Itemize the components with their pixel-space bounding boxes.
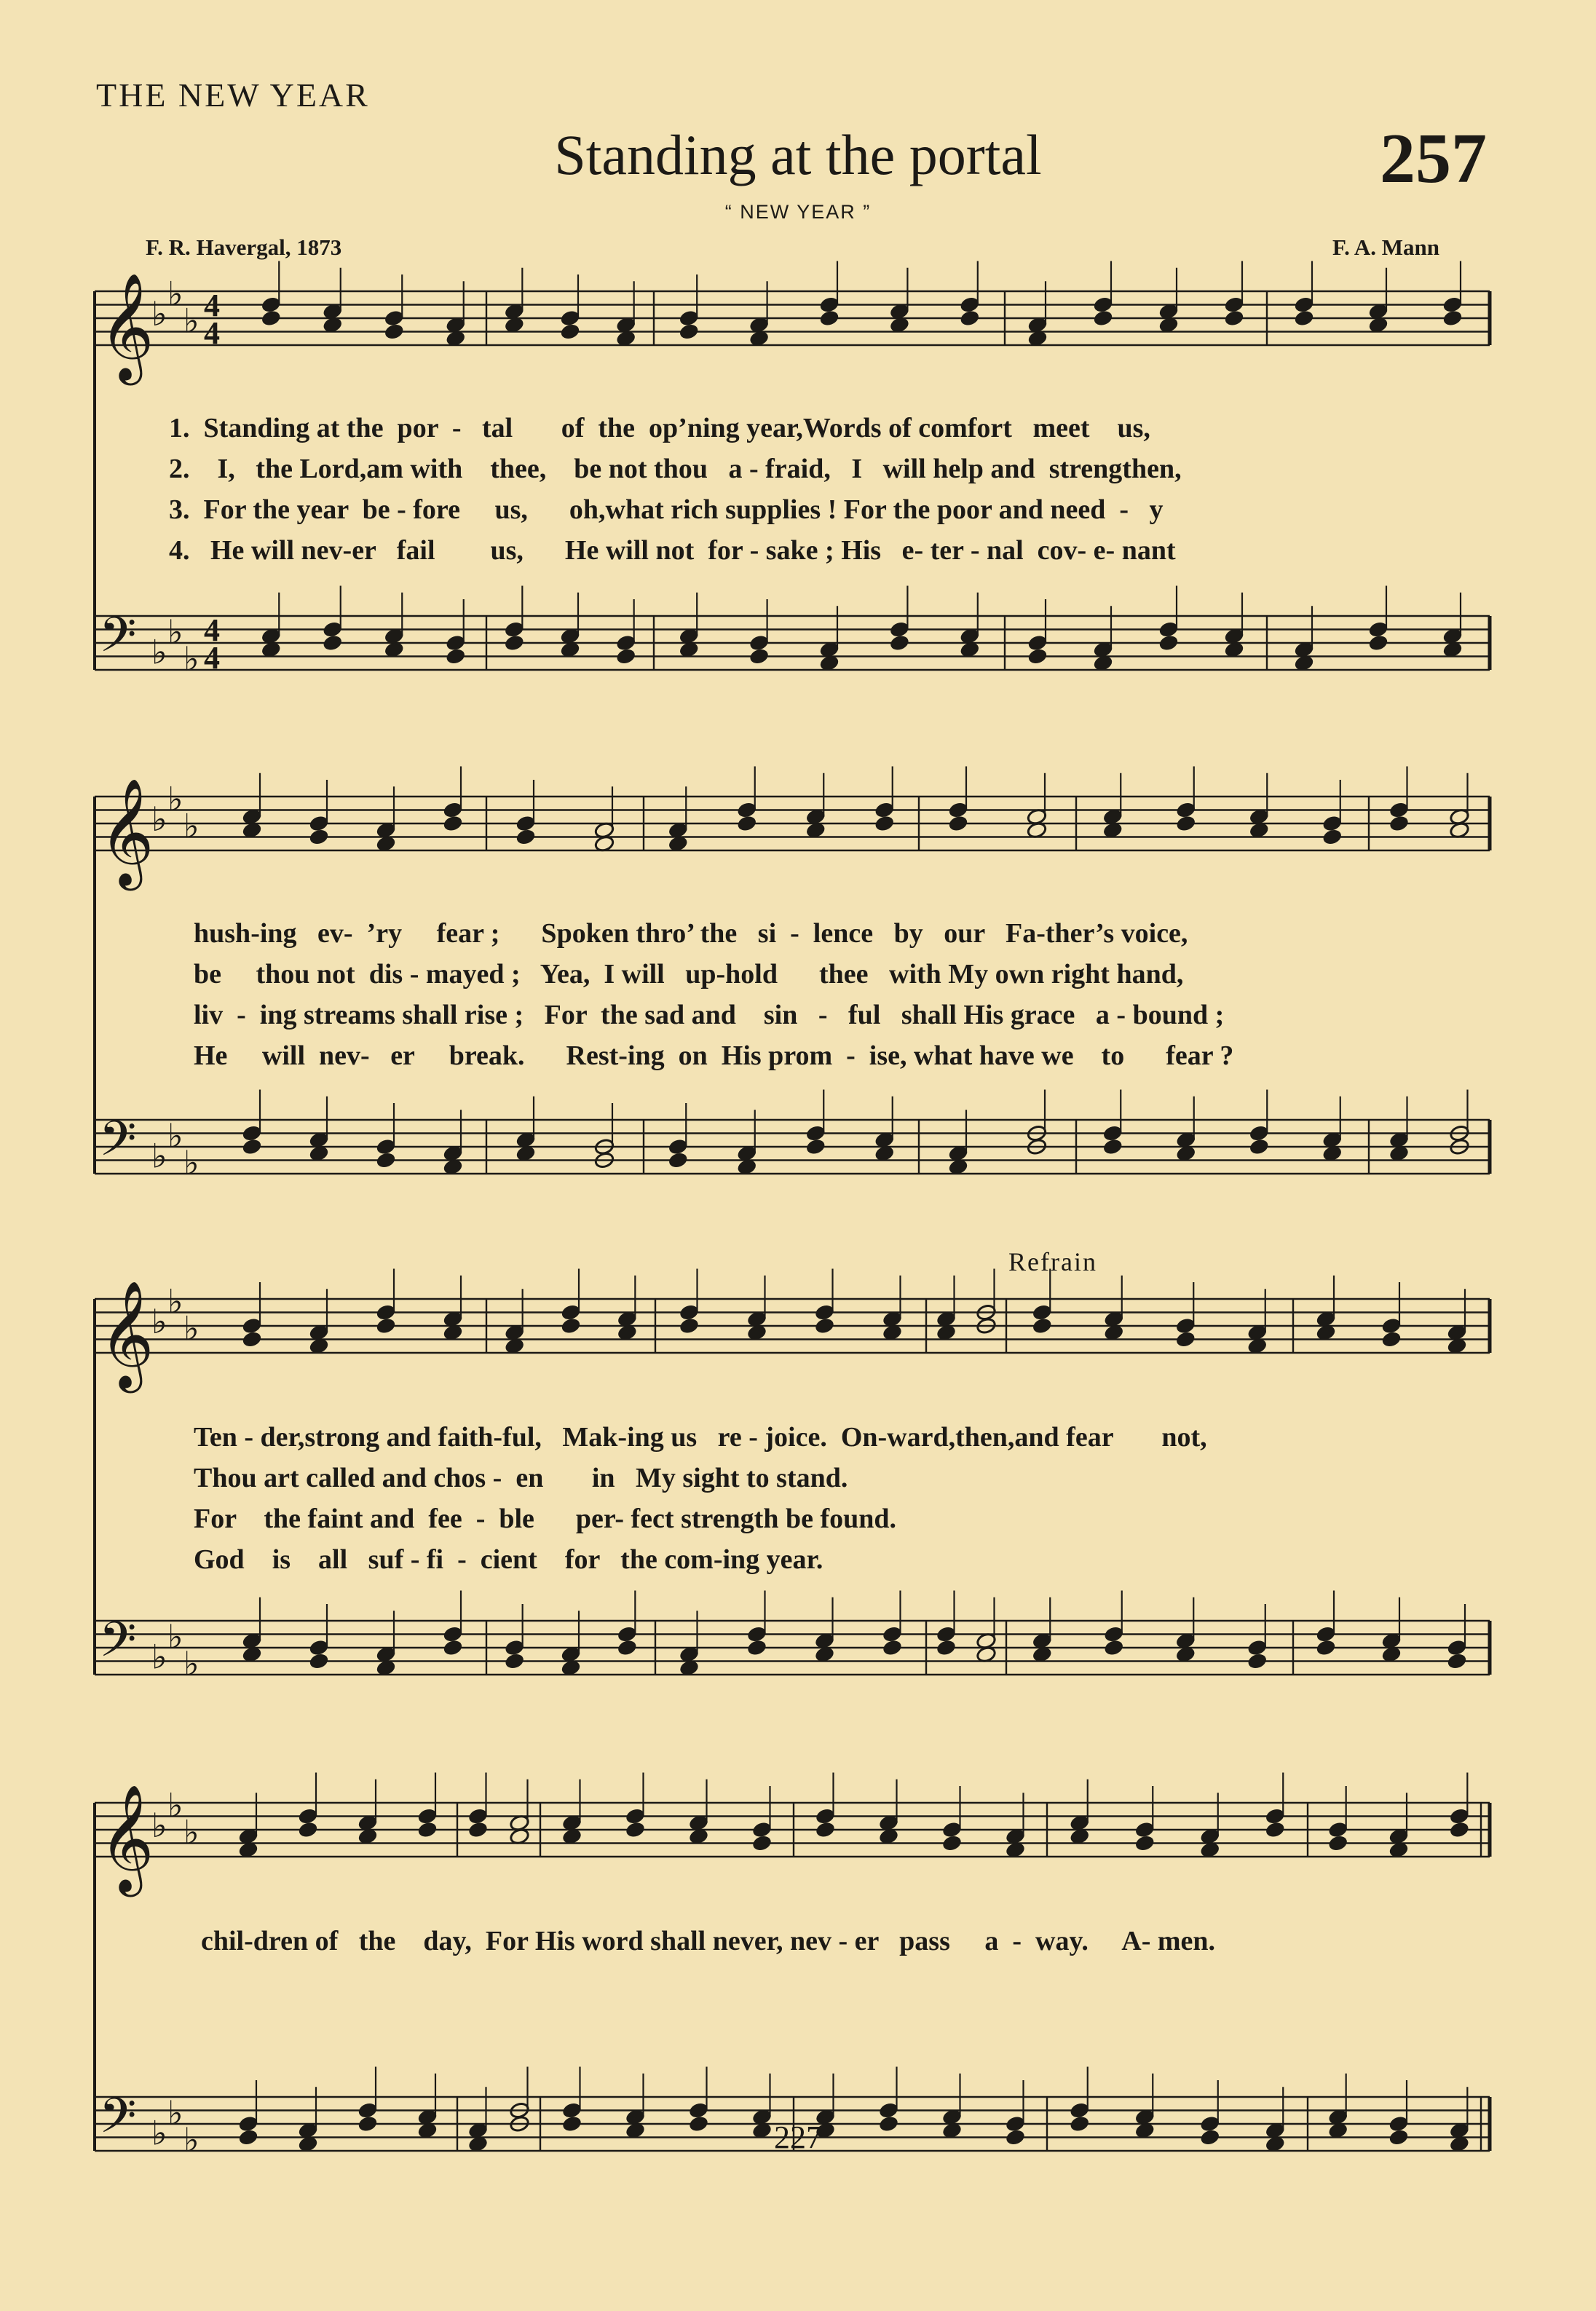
quarter-note	[1176, 815, 1196, 832]
treble-clef-icon: 𝄞	[99, 272, 154, 381]
flat-icon: ♭	[183, 639, 200, 679]
lyric-line: God is all suf - fi - cient for the com-ing year.	[194, 1544, 823, 1575]
composer-credit: F. A. Mann	[1332, 234, 1439, 260]
flat-icon: ♭	[183, 1812, 200, 1852]
bass-clef-icon: 𝄢	[99, 1110, 137, 1179]
quarter-note	[679, 323, 699, 340]
quarter-note	[948, 815, 968, 832]
flat-icon: ♭	[151, 632, 167, 672]
lyric-line: chil-dren of the day, For His word shall never, nev - er pass a - way. A- men.	[201, 1926, 1216, 1956]
quarter-note	[882, 1639, 902, 1656]
flat-icon: ♭	[183, 806, 200, 846]
time-signature: 4	[204, 288, 220, 324]
flat-icon: ♭	[167, 1785, 183, 1825]
quarter-note	[679, 1317, 699, 1335]
quarter-note	[1175, 1330, 1196, 1348]
flat-icon: ♭	[151, 1136, 167, 1176]
flat-icon: ♭	[151, 799, 167, 839]
flat-icon: ♭	[151, 1302, 167, 1341]
lyric-line: 3. For the year be - fore us, oh,what rich supplies ! For the poor and need - y	[169, 494, 1164, 525]
time-signature: 4	[204, 315, 220, 352]
lyric-line: 4. He will nev-er fail us, He will not for - sake ; His e- ter - nal cov- e- nant	[169, 535, 1176, 566]
lyric-line: Thou art called and chos - en in My sight to stand.	[194, 1463, 848, 1493]
lyric-line: hush-ing ev- ’ry fear ; Spoken thro’ the si - lence by our Fa-ther’s voice,	[194, 918, 1188, 949]
quarter-note	[1265, 1821, 1285, 1838]
flat-icon: ♭	[151, 1806, 167, 1845]
quarter-note	[298, 1821, 318, 1838]
quarter-note	[819, 309, 840, 327]
page-number: 227	[774, 2120, 822, 2155]
time-signature: 4	[204, 612, 220, 649]
quarter-note	[748, 647, 769, 665]
quarter-note	[446, 647, 466, 665]
quarter-note	[560, 323, 580, 340]
quarter-note	[737, 815, 757, 832]
quarter-note	[242, 1138, 262, 1156]
flat-icon: ♭	[167, 612, 183, 652]
quarter-note	[874, 815, 895, 832]
quarter-note	[561, 1317, 581, 1335]
bass-clef-icon: 𝄢	[99, 1611, 137, 1680]
section-heading: THE NEW YEAR	[96, 76, 370, 114]
quarter-note	[805, 1138, 826, 1156]
quarter-note	[515, 828, 536, 845]
quarter-note	[1224, 309, 1244, 327]
hymn-title: Standing at the portal	[554, 123, 1042, 186]
quarter-note	[242, 1330, 262, 1348]
flat-icon: ♭	[167, 1616, 183, 1656]
quarter-note	[1158, 634, 1179, 652]
quarter-note	[1249, 1138, 1269, 1156]
lyric-line: liv - ing streams shall rise ; For the sad and sin - ful shall His grace a - bound ;	[194, 1000, 1225, 1030]
quarter-note	[384, 323, 404, 340]
quarter-note	[625, 1821, 645, 1838]
quarter-note	[936, 1639, 956, 1656]
quarter-note	[309, 1652, 329, 1670]
flat-icon: ♭	[151, 294, 167, 333]
lyric-line: He will nev- er break. Rest-ing on His prom - ise, what have we to fear ?	[194, 1040, 1234, 1071]
flat-icon: ♭	[167, 1115, 183, 1156]
flat-icon: ♭	[183, 301, 200, 341]
quarter-note	[1447, 1652, 1467, 1670]
quarter-note	[1104, 1639, 1124, 1656]
refrain-label: Refrain	[1008, 1247, 1097, 1276]
quarter-note	[309, 828, 329, 845]
quarter-note	[1134, 1834, 1155, 1852]
quarter-note	[889, 634, 909, 652]
flat-icon: ♭	[183, 2120, 200, 2160]
quarter-note	[261, 309, 281, 327]
flat-icon: ♭	[167, 1281, 183, 1322]
quarter-note	[467, 1821, 488, 1838]
flat-icon: ♭	[151, 1637, 167, 1677]
quarter-note	[323, 634, 343, 652]
lyric-line: 2. I, the Lord,am with thee, be not thou a - fraid, I will help and strengthen,	[169, 454, 1182, 484]
quarter-note	[751, 1834, 772, 1852]
quarter-note	[376, 1317, 396, 1335]
flat-icon: ♭	[167, 779, 183, 819]
quarter-note	[1388, 815, 1409, 832]
quarter-note	[814, 1317, 834, 1335]
flat-icon: ♭	[151, 2113, 167, 2153]
quarter-note	[1327, 1834, 1348, 1852]
quarter-note	[1442, 309, 1463, 327]
quarter-note	[1102, 1138, 1123, 1156]
treble-clef-icon: 𝄞	[99, 778, 154, 886]
flat-icon: ♭	[183, 1643, 200, 1683]
bass-clef-icon: 𝄢	[99, 2087, 137, 2156]
quarter-note	[1294, 309, 1314, 327]
flat-icon: ♭	[183, 1308, 200, 1348]
quarter-note	[1093, 309, 1113, 327]
quarter-note	[746, 1639, 767, 1656]
flat-icon: ♭	[167, 274, 183, 314]
quarter-note	[1027, 647, 1048, 665]
quarter-note	[615, 647, 636, 665]
tune-name: “ NEW YEAR ”	[724, 201, 872, 223]
flat-icon: ♭	[183, 1142, 200, 1182]
flat-icon: ♭	[167, 2093, 183, 2133]
quarter-note	[668, 1151, 688, 1169]
treble-clef-icon: 𝄞	[99, 1280, 154, 1388]
lyric-line: 1. Standing at the por - tal of the op’ning year,Words of comfort meet us,	[169, 413, 1150, 443]
quarter-note	[504, 1652, 524, 1670]
quarter-note	[504, 634, 524, 652]
time-signature: 4	[204, 640, 220, 676]
quarter-note	[1368, 634, 1388, 652]
quarter-note	[815, 1821, 835, 1838]
lyric-line: be thou not dis - mayed ; Yea, I will up-hold thee with My own right hand,	[194, 959, 1184, 989]
quarter-note	[376, 1151, 396, 1169]
quarter-note	[443, 1639, 463, 1656]
author-credit: F. R. Havergal, 1873	[146, 234, 342, 260]
quarter-note	[1381, 1330, 1402, 1348]
quarter-note	[1247, 1652, 1268, 1670]
quarter-note	[443, 815, 463, 832]
quarter-note	[1316, 1639, 1336, 1656]
quarter-note	[1032, 1317, 1052, 1335]
quarter-note	[1322, 828, 1343, 845]
quarter-note	[1449, 1821, 1469, 1838]
lyric-line: Ten - der,strong and faith-ful, Mak-ing us re - joice. On-ward,then,and fear not,	[194, 1422, 1207, 1453]
quarter-note	[960, 309, 980, 327]
treble-clef-icon: 𝄞	[99, 1784, 154, 1892]
quarter-note	[941, 1834, 962, 1852]
quarter-note	[417, 1821, 438, 1838]
bass-clef-icon: 𝄢	[99, 607, 137, 675]
lyric-line: For the faint and fee - ble per- fect strength be found.	[194, 1504, 897, 1534]
hymn-number: 257	[1380, 119, 1487, 198]
quarter-note	[617, 1639, 637, 1656]
